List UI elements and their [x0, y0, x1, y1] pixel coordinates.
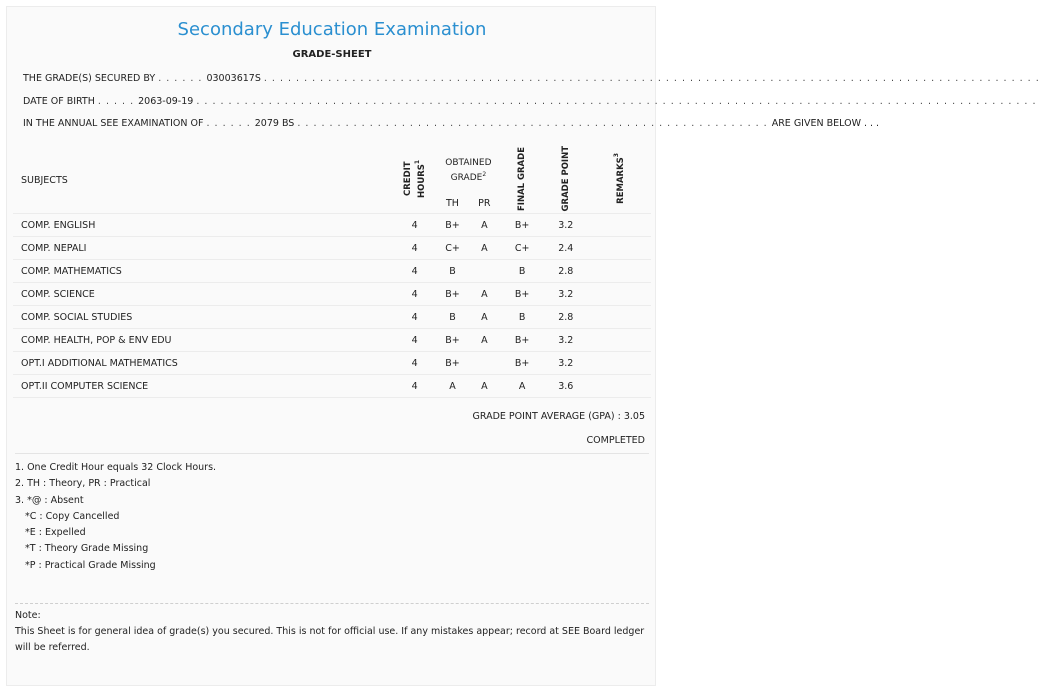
col-final-grade: FINAL GRADE — [500, 147, 544, 214]
footer-note-label: Note: — [15, 610, 41, 621]
exam-value: 2079 BS — [254, 118, 295, 129]
gp-cell: 2.8 — [544, 306, 588, 329]
gpa-label: GRADE POINT AVERAGE (GPA) : — [472, 411, 621, 422]
dob-label: DATE OF BIRTH — [23, 96, 95, 107]
th-cell: B+ — [437, 329, 469, 352]
pr-cell: A — [468, 237, 500, 260]
remarks-cell — [588, 260, 651, 283]
gp-cell: 3.2 — [544, 283, 588, 306]
col-obtained-grade: OBTAINED GRADE$^2$ — [445, 157, 492, 183]
remarks-cell — [588, 329, 651, 352]
subject-cell: COMP. ENGLISH — [13, 214, 393, 237]
final-cell: A — [500, 375, 544, 398]
pr-cell: A — [468, 214, 500, 237]
final-cell: B+ — [500, 329, 544, 352]
page-title: Secondary Education Examination — [177, 19, 487, 40]
final-cell: B — [500, 306, 544, 329]
th-cell: B+ — [437, 283, 469, 306]
subject-cell: COMP. SOCIAL STUDIES — [13, 306, 393, 329]
pr-cell: A — [468, 375, 500, 398]
table-row — [13, 375, 651, 398]
note-item: *C : Copy Cancelled — [25, 510, 120, 522]
th-cell: B+ — [437, 352, 469, 375]
col-grade-point: GRADE POINT — [544, 147, 588, 214]
page-subtitle: GRADE-SHEET — [292, 49, 372, 60]
gpa-line — [473, 411, 645, 422]
note-item: 1. One Credit Hour equals 32 Clock Hours. — [15, 462, 217, 473]
grades-table — [13, 147, 651, 398]
final-cell: B+ — [500, 352, 544, 375]
final-cell: B+ — [500, 283, 544, 306]
pr-cell: A — [468, 306, 500, 329]
credit-cell: 4 — [393, 260, 437, 283]
final-cell: B — [500, 260, 544, 283]
final-cell: C+ — [500, 237, 544, 260]
credit-cell: 4 — [393, 214, 437, 237]
secured-by-line: THE GRADE(S) SECURED BY . . . . . . 03003617S . . . . . . . . . . . . . . . . . . . . . . . . . . . . . . . . . . . . . . . . . . . . . . . . . . . . . . . . . . . . . . . . . . . . . . . . . . . . . . . . . . . . . . . . . . . . . . . . . — [23, 73, 1040, 84]
th-cell: C+ — [437, 237, 469, 260]
col-pr: PR — [468, 193, 500, 214]
credit-cell: 4 — [393, 237, 437, 260]
credit-cell: 4 — [393, 352, 437, 375]
dob-value: 2063-09-19 — [138, 96, 194, 107]
table-row — [13, 329, 651, 352]
pr-cell — [468, 260, 500, 283]
gp-cell: 3.2 — [544, 352, 588, 375]
grade-sheet — [6, 6, 1040, 686]
note-item: *T : Theory Grade Missing — [25, 543, 149, 555]
remarks-cell — [588, 283, 651, 306]
gp-cell: 2.4 — [544, 237, 588, 260]
gp-cell: 3.2 — [544, 329, 588, 352]
credit-cell: 4 — [393, 306, 437, 329]
th-cell: B — [437, 306, 469, 329]
note-item: *E : Expelled — [25, 527, 86, 539]
table-row — [13, 260, 651, 283]
credit-cell: 4 — [393, 283, 437, 306]
remarks-cell — [588, 306, 651, 329]
note-item: *P : Practical Grade Missing — [25, 559, 156, 571]
subject-cell: COMP. NEPALI — [13, 237, 393, 260]
exam-line: IN THE ANNUAL SEE EXAMINATION OF . . . . . . 2079 BS . . . . . . . . . . . . . . . . . . . . . . . . . . . . . . . . . . . . . . . . . . . . . . . . . . . . . . . . . . . ARE GIVEN BELOW . . . — [23, 118, 880, 129]
note-item: 2. TH : Theory, PR : Practical — [15, 478, 151, 490]
secured-by-value: 03003617S — [206, 73, 261, 84]
pr-cell — [468, 352, 500, 375]
status-text: COMPLETED — [586, 435, 645, 446]
dob-line: DATE OF BIRTH . . . . . 2063-09-19 . . . . . . . . . . . . . . . . . . . . . . . . . . . . . . . . . . . . . . . . . . . . . . . . . . . . . . . . . . . . . . . . . . . . . . . . . . . . . . . . . . . . . . . . . . . . . . . . . . . . . . . . . — [23, 96, 1037, 107]
remarks-cell — [588, 214, 651, 237]
secured-by-label: THE GRADE(S) SECURED BY — [23, 73, 156, 84]
gpa-value: 3.05 — [623, 411, 645, 422]
table-row — [13, 237, 651, 260]
col-credit-hours: CREDIT HOURS$^1$ — [393, 147, 437, 214]
th-cell: B+ — [437, 214, 469, 237]
table-row — [13, 352, 651, 375]
subject-cell: COMP. SCIENCE — [13, 283, 393, 306]
gp-cell: 3.2 — [544, 214, 588, 237]
gp-cell: 3.6 — [544, 375, 588, 398]
final-cell: B+ — [500, 214, 544, 237]
table-row — [13, 214, 651, 237]
exam-label: IN THE ANNUAL SEE EXAMINATION OF — [23, 118, 204, 129]
footer-note — [15, 603, 649, 656]
note-item: 3. *@ : Absent — [15, 494, 84, 506]
col-remarks: REMARKS$^3$ — [588, 147, 651, 214]
table-row — [13, 283, 651, 306]
pr-cell: A — [468, 329, 500, 352]
th-cell: A — [437, 375, 469, 398]
notes-list — [15, 453, 649, 574]
pr-cell: A — [468, 283, 500, 306]
col-th: TH — [437, 193, 469, 214]
subject-cell: COMP. HEALTH, POP & ENV EDU — [13, 329, 393, 352]
subject-cell: OPT.II COMPUTER SCIENCE — [13, 375, 393, 398]
th-cell: B — [437, 260, 469, 283]
credit-cell: 4 — [393, 329, 437, 352]
col-subjects: SUBJECTS — [13, 147, 393, 214]
subject-cell: COMP. MATHEMATICS — [13, 260, 393, 283]
gp-cell: 2.8 — [544, 260, 588, 283]
footer-note-text: This Sheet is for general idea of grade(s) you secured. This is not for official use. If any mistakes appear; record at SEE Board ledger will be referred. — [15, 626, 645, 653]
remarks-cell — [588, 237, 651, 260]
table-row — [13, 306, 651, 329]
credit-cell: 4 — [393, 375, 437, 398]
exam-suffix: ARE GIVEN BELOW . . . — [771, 118, 880, 129]
remarks-cell — [588, 352, 651, 375]
subject-cell: OPT.I ADDITIONAL MATHEMATICS — [13, 352, 393, 375]
remarks-cell — [588, 375, 651, 398]
